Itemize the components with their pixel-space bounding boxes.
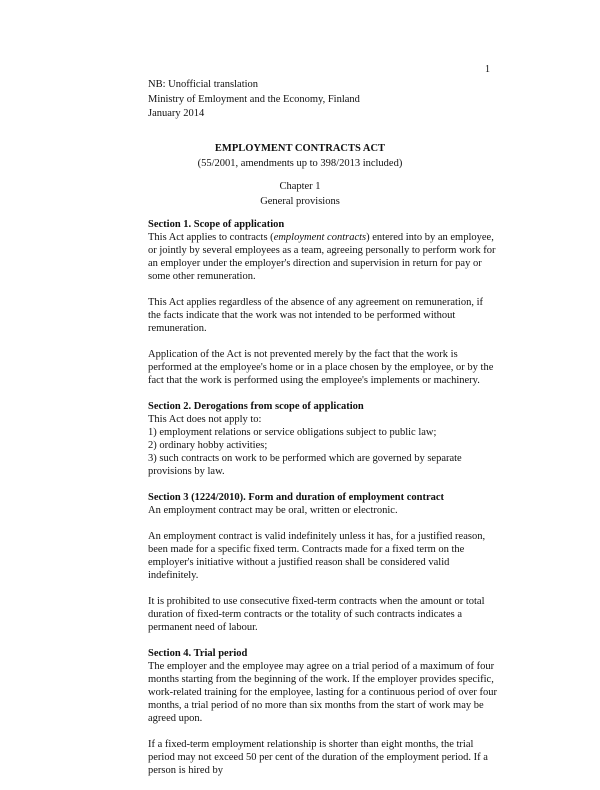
section-2-title: Section 2. Derogations from scope of application (148, 401, 364, 412)
document-body (148, 218, 498, 790)
translation-note: NB: Unofficial translation (148, 79, 259, 90)
document-header (148, 78, 360, 122)
section-2-list (148, 426, 498, 478)
list-item: 2) ordinary hobby activities; (148, 440, 268, 451)
section-1-p1-text-b: ) entered into by an employee, or jointly by several employees as a team, agreeing personally to perform work for an employer under the employer's direction and supervision in return for pay or some other remuneration. (148, 232, 496, 282)
chapter-heading (0, 180, 600, 209)
section-1-title: Section 1. Scope of application (148, 219, 285, 230)
header-date: January 2014 (148, 108, 205, 119)
section-4-paragraph-1: The employer and the employee may agree on a trial period of a maximum of four months starting from the beginning of the work. If the employer provides specific, work-related training for the employee, lasting for a continuous period of over four months, a trial period of no more than six months from the start of work may be agreed upon. (148, 661, 498, 724)
list-item: 3) such contracts on work to be performed which are governed by separate provisions by law. (148, 453, 462, 477)
chapter-number: Chapter 1 (279, 181, 321, 192)
page-number: 1 (485, 64, 490, 75)
section-3-paragraph-1: An employment contract may be oral, written or electronic. (148, 505, 398, 516)
section-3-paragraph-2: An employment contract is valid indefinitely unless it has, for a justified reason, been made for a specific fixed term. Contracts made for a fixed term on the employer's initiative without a justified reason shall be considered valid indefinitely. (148, 531, 486, 581)
section-3-paragraph-3: It is prohibited to use consecutive fixed-term contracts when the amount or total duration of fixed-term contracts or the totality of such contracts indicates a permanent need of labour. (148, 596, 485, 633)
section-4-title: Section 4. Trial period (148, 648, 248, 659)
section-1-p1-text-a: This Act applies to contracts ( (148, 232, 274, 243)
section-1-paragraph-2: This Act applies regardless of the absence of any agreement on remuneration, if the facts indicate that the work was not intended to be performed without remuneration. (148, 297, 484, 334)
section-4-paragraph-2: If a fixed-term employment relationship is shorter than eight months, the trial period may not exceed 50 per cent of the duration of the employment period. If a person is hired by (148, 739, 488, 776)
section-2-intro: This Act does not apply to: (148, 414, 262, 425)
section-1-paragraph-3: Application of the Act is not prevented merely by the fact that the work is performed at the employee's home or in a place chosen by the employee, or by the fact that the work is performed using the employee's implements or machinery. (148, 349, 494, 386)
ministry-name: Ministry of Emloyment and the Economy, Finland (148, 93, 360, 105)
defined-term: employment contracts (273, 232, 367, 243)
document-subtitle: (55/2001, amendments up to 398/2013 included) (197, 157, 403, 169)
title-block (0, 142, 600, 171)
document-title: EMPLOYMENT CONTRACTS ACT (214, 143, 386, 154)
list-item: 1) employment relations or service obligations subject to public law; (148, 427, 437, 438)
section-1-paragraph-1 (148, 231, 498, 283)
section-3-title: Section 3 (1224/2010). Form and duration of employment contract (148, 492, 445, 503)
chapter-name: General provisions (260, 195, 340, 207)
